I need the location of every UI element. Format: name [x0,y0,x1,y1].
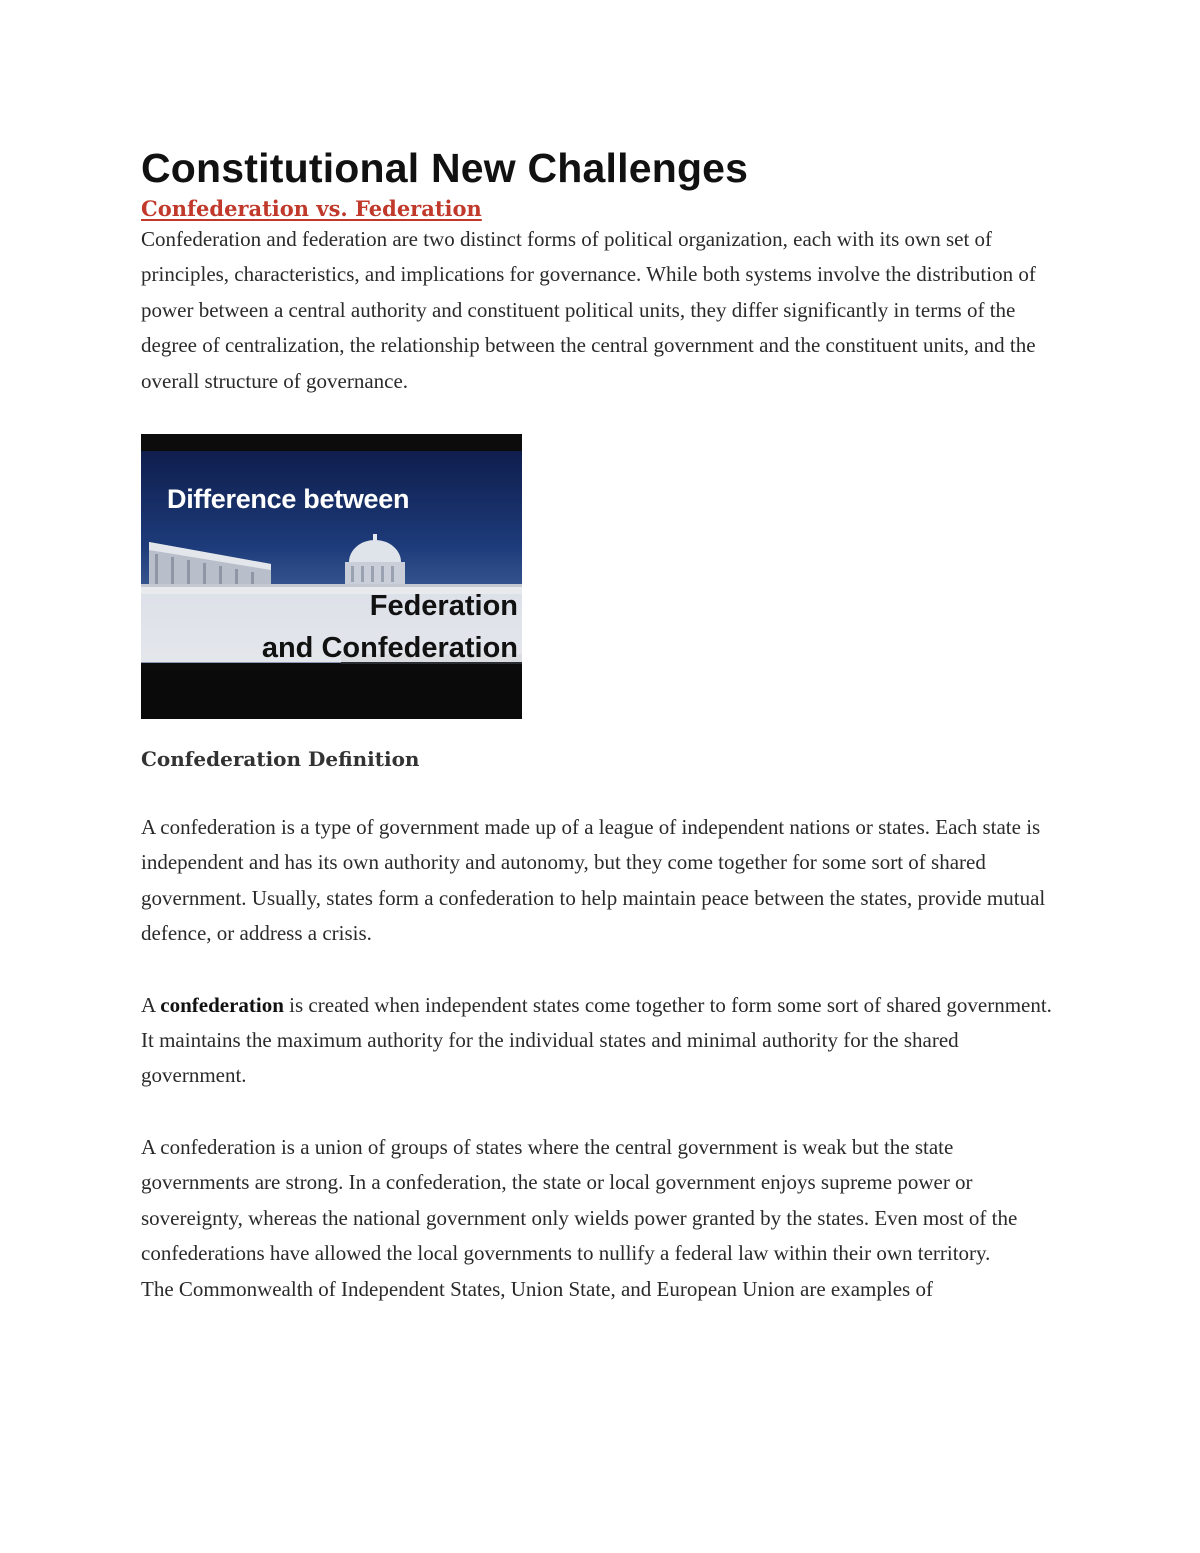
intro-paragraph: Confederation and federation are two distinct forms of political organization, each with its own set of principles, characteristics, and implications for governance. While both systems involve the distribution of power between a central authority and constituent political units, they differ significantly in terms of the degree of centralization, the relationship between the central government and the constituent units, and the overall structure of governance. [141,227,1036,393]
image-caption-line-1: Federation [369,590,518,623]
comparison-image [141,434,522,719]
paragraph-4: The Commonwealth of Independent States, Union State, and European Union are examples of [141,1276,933,1301]
section-heading: Confederation Definition [141,747,420,772]
page-title: Constitutional New Challenges [141,145,749,191]
paragraph-2 [141,988,1061,1094]
image-caption-line-2: and Confederation [261,632,518,665]
document-content [141,140,1061,1307]
paragraph-2-lead: A [141,992,161,1017]
paragraph-2-term: confederation [160,992,284,1017]
paragraph-2-rest: is created when independent states come together to form some sort of shared government. It maintains the maximum authority for the individual states and minimal authority for the shared government. [141,992,1052,1088]
subtitle-link[interactable]: Confederation vs. Federation [141,196,482,221]
image-caption-top: Difference between [167,484,410,515]
image-bottom-bar [141,670,522,719]
paragraph-3: A confederation is a union of groups of states where the central government is weak but the state governments are strong. In a confederation, the state or local government enjoys supreme power or sovereignty, whereas the national government only wields power granted by the states. Even most of the confederations have allowed the local governments to nullify a federal law within their own territory. [141,1134,1018,1266]
paragraph-1: A confederation is a type of government made up of a league of independent nations or states. Each state is independent and has its own authority and autonomy, but they come together for some sort of shared government. Usually, states form a confederation to help maintain peace between the states, provide mutual defence, or address a crisis. [141,815,1046,946]
